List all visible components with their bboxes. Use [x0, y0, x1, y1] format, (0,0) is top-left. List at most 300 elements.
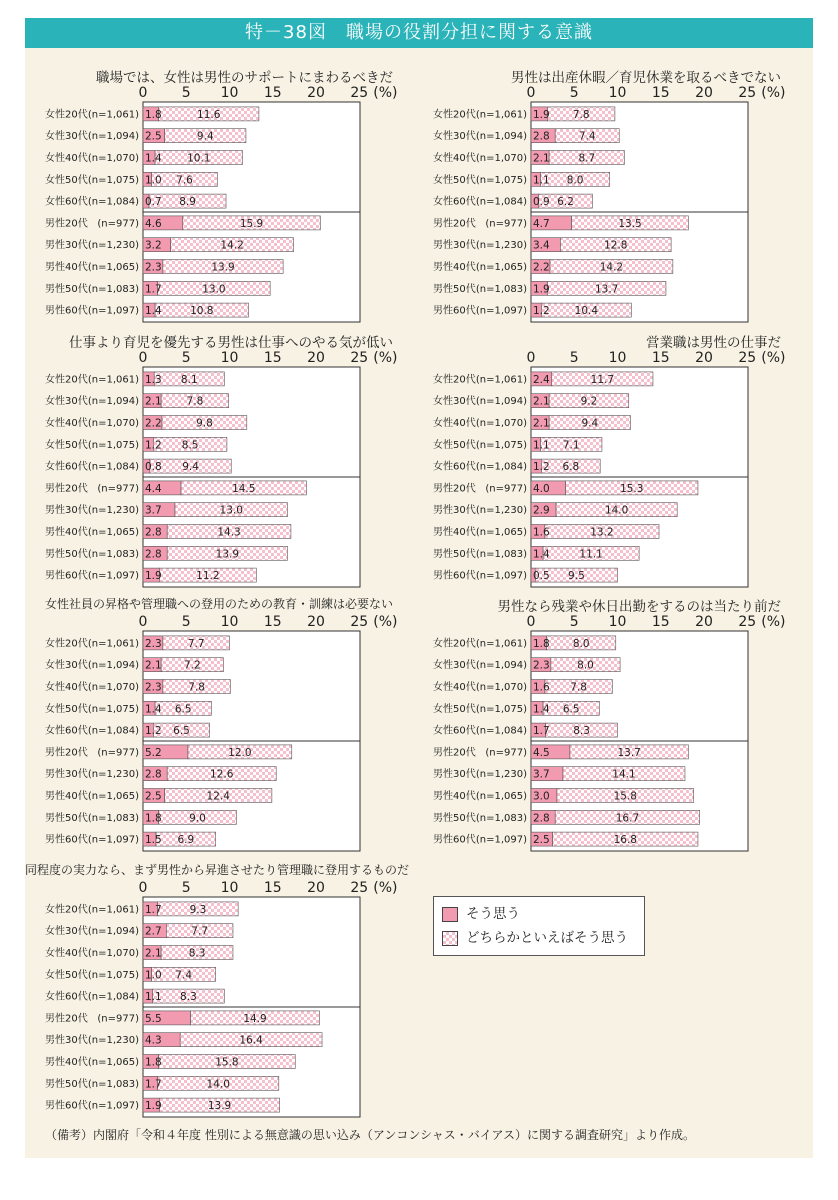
value-label-somewhat: 9.8 — [196, 417, 213, 430]
value-label-somewhat: 9.4 — [182, 461, 199, 474]
row-label: 男性40代 — [433, 262, 476, 273]
chart-svg — [25, 595, 405, 857]
chart-title: 男性なら残業や休日出勤をするのは当たり前だ — [497, 599, 781, 615]
chart-svg — [25, 861, 410, 1123]
x-unit-label: (%) — [373, 85, 398, 101]
row-label: 男性30代 — [45, 1035, 88, 1047]
row-n-label: (n=1,065) — [87, 527, 139, 538]
x-tick-label: 20 — [307, 85, 325, 101]
row-label: 女性60代 — [433, 461, 476, 473]
x-tick-label: 15 — [263, 350, 282, 366]
x-tick-label: 10 — [220, 85, 239, 101]
chart-panel-5 — [25, 595, 405, 855]
x-tick-label: 5 — [181, 880, 191, 896]
row-n-label: (n=977) — [97, 483, 139, 495]
value-label-agree: 1.9 — [533, 108, 550, 121]
value-label-agree: 2.1 — [533, 395, 550, 408]
value-label-somewhat: 14.2 — [220, 239, 244, 252]
value-label-agree: 1.0 — [145, 969, 162, 982]
row-label: 女性50代 — [45, 439, 88, 451]
value-label-somewhat: 9.2 — [580, 395, 598, 408]
value-label-agree: 2.8 — [533, 130, 550, 143]
row-n-label: (n=1,075) — [475, 439, 527, 451]
x-tick-label: 20 — [307, 350, 325, 366]
row-n-label: (n=977) — [97, 747, 139, 759]
value-label-somewhat: 16.7 — [615, 812, 640, 825]
row-n-label: (n=977) — [485, 483, 527, 495]
x-tick-label: 15 — [651, 614, 670, 630]
row-label: 男性50代 — [433, 283, 476, 295]
value-label-agree: 3.0 — [533, 790, 550, 803]
value-label-agree: 2.1 — [533, 152, 550, 165]
value-label-agree: 4.0 — [533, 482, 550, 495]
x-tick-label: 25 — [350, 350, 369, 366]
row-label: 女性20代 — [433, 374, 476, 386]
row-n-label: (n=1,084) — [87, 461, 139, 473]
row-n-label: (n=1,061) — [87, 109, 139, 121]
value-label-agree: 1.2 — [145, 725, 162, 738]
value-label-agree: 2.1 — [533, 417, 550, 430]
row-label: 男性50代 — [433, 548, 476, 560]
value-label-agree: 1.4 — [145, 703, 162, 716]
x-tick-label: 10 — [220, 614, 239, 630]
chart-panel-4 — [413, 331, 793, 591]
value-label-agree: 2.2 — [145, 417, 162, 430]
value-label-somewhat: 11.6 — [197, 108, 221, 121]
value-label-somewhat: 13.7 — [617, 746, 641, 759]
value-label-agree: 1.1 — [145, 991, 162, 1004]
row-n-label: (n=977) — [97, 218, 139, 230]
x-tick-label: 25 — [738, 614, 757, 630]
value-label-somewhat: 11.7 — [590, 373, 615, 386]
value-label-agree: 2.3 — [145, 261, 162, 274]
row-n-label: (n=977) — [485, 747, 527, 759]
row-label: 女性60代 — [45, 461, 88, 473]
row-n-label: (n=1,097) — [475, 834, 527, 846]
x-tick-label: 25 — [350, 880, 369, 896]
value-label-somewhat: 6.5 — [562, 703, 580, 716]
row-label: 男性20代 — [433, 218, 476, 230]
x-tick-label: 20 — [695, 350, 713, 366]
value-label-agree: 0.9 — [533, 196, 550, 209]
value-label-somewhat: 9.4 — [581, 417, 599, 430]
x-tick-label: 5 — [569, 85, 579, 101]
row-n-label: (n=1,097) — [87, 1100, 139, 1112]
value-label-agree: 1.3 — [145, 373, 162, 386]
value-label-somewhat: 9.3 — [189, 903, 207, 916]
row-n-label: (n=1,084) — [87, 196, 139, 208]
value-label-agree: 2.3 — [533, 659, 550, 672]
row-label: 男性40代 — [433, 791, 476, 802]
row-label: 男性60代 — [45, 305, 88, 317]
value-label-agree: 2.3 — [145, 681, 162, 694]
value-label-somewhat: 7.7 — [191, 925, 209, 938]
row-n-label: (n=1,065) — [87, 1057, 139, 1068]
x-unit-label: (%) — [373, 614, 398, 630]
x-tick-label: 5 — [569, 614, 579, 630]
row-label: 女性60代 — [45, 196, 88, 208]
row-label: 男性40代 — [45, 791, 88, 802]
row-label: 男性20代 — [45, 218, 88, 230]
value-label-agree: 2.5 — [145, 790, 162, 803]
value-label-agree: 1.9 — [145, 1100, 162, 1113]
row-label: 女性60代 — [45, 725, 88, 737]
chart-svg — [413, 66, 793, 328]
x-tick-label: 0 — [138, 85, 148, 101]
x-tick-label: 0 — [138, 880, 148, 896]
value-label-agree: 2.3 — [145, 637, 162, 650]
row-n-label: (n=1,070) — [475, 418, 527, 429]
value-label-somewhat: 14.3 — [217, 526, 241, 539]
row-label: 女性30代 — [433, 660, 476, 672]
row-label: 女性60代 — [45, 991, 88, 1003]
row-label: 女性60代 — [433, 196, 476, 208]
row-label: 男性60代 — [45, 834, 88, 846]
row-n-label: (n=1,070) — [87, 682, 139, 693]
x-tick-label: 10 — [220, 350, 239, 366]
value-label-agree: 2.5 — [533, 834, 550, 847]
row-n-label: (n=1,061) — [475, 638, 527, 650]
value-label-agree: 1.8 — [145, 812, 162, 825]
value-label-somewhat: 13.2 — [590, 526, 614, 539]
value-label-somewhat: 13.7 — [594, 283, 619, 296]
row-n-label: (n=1,083) — [475, 812, 527, 824]
chart-panel-3 — [25, 331, 405, 591]
figure-page — [25, 18, 813, 1158]
value-label-somewhat: 10.8 — [190, 305, 214, 318]
row-n-label: (n=1,094) — [475, 660, 527, 672]
legend-item-somewhat — [442, 928, 628, 948]
row-label: 男性40代 — [45, 1057, 88, 1068]
row-n-label: (n=1,097) — [475, 570, 527, 582]
x-tick-label: 25 — [350, 614, 369, 630]
x-tick-label: 15 — [263, 880, 282, 896]
value-label-somewhat: 6.8 — [562, 461, 580, 474]
figure-title: 特－38図 職場の役割分担に関する意識 — [25, 18, 813, 48]
row-n-label: (n=1,083) — [87, 1078, 139, 1090]
value-label-somewhat: 7.2 — [183, 659, 201, 672]
value-label-agree: 5.5 — [145, 1012, 162, 1025]
x-tick-label: 20 — [307, 614, 325, 630]
value-label-somewhat: 14.0 — [604, 504, 629, 517]
value-label-agree: 2.7 — [145, 925, 162, 938]
row-label: 男性30代 — [433, 769, 476, 781]
value-label-somewhat: 14.2 — [599, 261, 624, 274]
row-label: 女性40代 — [433, 418, 476, 429]
value-label-agree: 3.4 — [533, 239, 550, 252]
row-label: 女性40代 — [45, 418, 88, 429]
row-n-label: (n=1,075) — [87, 703, 139, 715]
row-n-label: (n=1,230) — [87, 505, 139, 517]
row-n-label: (n=1,083) — [87, 812, 139, 824]
chart-title: 仕事より育児を優先する男性は仕事へのやる気が低い — [69, 335, 393, 351]
row-n-label: (n=1,075) — [475, 703, 527, 715]
row-n-label: (n=1,094) — [87, 396, 139, 408]
value-label-agree: 2.9 — [533, 504, 550, 517]
value-label-somewhat: 8.3 — [180, 991, 197, 1004]
value-label-agree: 0.5 — [533, 570, 550, 583]
value-label-somewhat: 14.5 — [232, 482, 256, 495]
row-n-label: (n=1,097) — [87, 305, 139, 317]
value-label-agree: 2.1 — [145, 395, 162, 408]
row-label: 男性60代 — [45, 570, 88, 582]
value-label-somewhat: 16.8 — [613, 834, 637, 847]
row-label: 女性40代 — [433, 682, 476, 693]
x-tick-label: 25 — [738, 85, 757, 101]
row-label: 男性20代 — [45, 483, 88, 495]
value-label-somewhat: 8.1 — [180, 373, 198, 386]
row-n-label: (n=1,094) — [475, 131, 527, 143]
x-tick-label: 25 — [738, 350, 757, 366]
value-label-agree: 2.4 — [533, 373, 550, 386]
value-label-somewhat: 10.1 — [187, 152, 211, 165]
row-label: 男性20代 — [433, 483, 476, 495]
chart-title: 男性は出産休暇／育児休業を取るべきでない — [511, 70, 781, 86]
row-n-label: (n=1,075) — [87, 439, 139, 451]
x-tick-label: 10 — [608, 614, 627, 630]
value-label-agree: 1.9 — [145, 570, 162, 583]
value-label-agree: 1.4 — [533, 548, 550, 561]
row-n-label: (n=1,230) — [87, 769, 139, 781]
value-label-somewhat: 16.4 — [239, 1034, 263, 1047]
value-label-agree: 2.8 — [145, 548, 162, 561]
legend-swatch-somewhat — [442, 931, 458, 946]
row-label: 男性30代 — [45, 769, 88, 781]
x-unit-label: (%) — [373, 350, 398, 366]
value-label-agree: 1.8 — [145, 1056, 162, 1069]
value-label-somewhat: 8.3 — [188, 947, 206, 960]
row-n-label: (n=1,094) — [87, 131, 139, 143]
value-label-somewhat: 6.5 — [174, 703, 192, 716]
value-label-somewhat: 6.5 — [173, 725, 190, 738]
row-label: 男性60代 — [45, 1100, 88, 1112]
row-label: 女性20代 — [45, 638, 88, 650]
row-n-label: (n=1,084) — [475, 461, 527, 473]
x-tick-label: 5 — [181, 350, 191, 366]
chart-panel-7 — [25, 861, 410, 1121]
row-n-label: (n=1,061) — [475, 109, 527, 121]
row-label: 男性50代 — [45, 283, 88, 295]
row-n-label: (n=1,084) — [475, 725, 527, 737]
row-n-label: (n=1,094) — [87, 660, 139, 672]
value-label-agree: 1.4 — [145, 152, 162, 165]
value-label-agree: 2.5 — [145, 130, 162, 143]
row-label: 女性40代 — [45, 153, 88, 164]
row-label: 女性30代 — [45, 131, 88, 143]
row-label: 女性40代 — [433, 153, 476, 164]
row-n-label: (n=1,070) — [475, 153, 527, 164]
value-label-somewhat: 8.3 — [573, 725, 590, 738]
x-tick-label: 15 — [263, 85, 282, 101]
value-label-somewhat: 13.0 — [202, 283, 226, 296]
legend-swatch-agree — [442, 907, 458, 922]
value-label-somewhat: 6.2 — [557, 196, 574, 209]
x-unit-label: (%) — [761, 85, 786, 101]
value-label-somewhat: 13.0 — [219, 504, 243, 517]
value-label-agree: 1.6 — [533, 681, 550, 694]
row-n-label: (n=1,083) — [87, 548, 139, 560]
row-n-label: (n=1,075) — [87, 174, 139, 186]
x-tick-label: 0 — [138, 614, 148, 630]
row-n-label: (n=1,230) — [87, 240, 139, 252]
row-n-label: (n=1,097) — [87, 570, 139, 582]
row-label: 男性50代 — [433, 812, 476, 824]
row-n-label: (n=1,230) — [87, 1035, 139, 1047]
value-label-somewhat: 8.5 — [181, 439, 199, 452]
value-label-agree: 3.7 — [533, 768, 550, 781]
row-label: 男性40代 — [45, 262, 88, 273]
row-label: 男性20代 — [45, 747, 88, 759]
row-label: 女性30代 — [433, 396, 476, 408]
row-label: 女性60代 — [433, 725, 476, 737]
row-n-label: (n=1,065) — [87, 262, 139, 273]
value-label-agree: 5.2 — [145, 746, 162, 759]
value-label-agree: 3.7 — [145, 504, 162, 517]
x-tick-label: 5 — [569, 350, 579, 366]
legend-label-agree: そう思う — [466, 906, 520, 922]
x-tick-label: 0 — [526, 614, 536, 630]
row-label: 女性40代 — [45, 948, 88, 959]
value-label-somewhat: 9.0 — [189, 812, 206, 825]
row-label: 女性30代 — [45, 660, 88, 672]
x-tick-label: 10 — [608, 350, 627, 366]
value-label-agree: 1.8 — [145, 108, 162, 121]
x-tick-label: 0 — [138, 350, 148, 366]
row-label: 女性50代 — [45, 969, 88, 981]
value-label-agree: 4.7 — [533, 217, 550, 230]
row-n-label: (n=1,070) — [475, 682, 527, 693]
value-label-agree: 2.8 — [145, 768, 162, 781]
value-label-somewhat: 14.1 — [612, 768, 636, 781]
row-label: 女性20代 — [45, 109, 88, 121]
row-label: 女性30代 — [433, 131, 476, 143]
row-label: 男性50代 — [45, 812, 88, 824]
row-label: 男性60代 — [433, 570, 476, 582]
row-n-label: (n=1,084) — [87, 991, 139, 1003]
legend — [433, 896, 645, 956]
row-n-label: (n=977) — [485, 218, 527, 230]
row-label: 男性60代 — [433, 834, 476, 846]
value-label-somewhat: 12.8 — [604, 239, 628, 252]
row-label: 男性30代 — [45, 240, 88, 252]
row-n-label: (n=1,083) — [475, 283, 527, 295]
value-label-somewhat: 7.6 — [176, 174, 193, 187]
row-label: 女性20代 — [45, 904, 88, 916]
x-tick-label: 10 — [220, 880, 239, 896]
row-n-label: (n=1,094) — [475, 396, 527, 408]
value-label-agree: 1.8 — [533, 637, 550, 650]
value-label-agree: 1.7 — [533, 725, 550, 738]
value-label-somewhat: 7.1 — [562, 439, 580, 452]
value-label-somewhat: 9.4 — [196, 130, 214, 143]
row-n-label: (n=1,230) — [475, 505, 527, 517]
chart-svg — [413, 331, 793, 593]
value-label-somewhat: 11.1 — [579, 548, 603, 561]
value-label-agree: 3.2 — [145, 239, 162, 252]
row-n-label: (n=977) — [97, 1013, 139, 1025]
value-label-somewhat: 15.9 — [239, 217, 264, 230]
value-label-agree: 1.2 — [145, 439, 162, 452]
value-label-somewhat: 7.4 — [578, 130, 596, 143]
row-label: 男性40代 — [433, 527, 476, 538]
value-label-agree: 1.2 — [533, 461, 550, 474]
value-label-agree: 1.6 — [533, 526, 550, 539]
x-tick-label: 20 — [307, 880, 325, 896]
x-tick-label: 15 — [651, 350, 670, 366]
value-label-somewhat: 13.5 — [618, 217, 642, 230]
value-label-somewhat: 9.5 — [568, 570, 585, 583]
row-label: 女性40代 — [45, 682, 88, 693]
row-label: 男性30代 — [433, 240, 476, 252]
value-label-somewhat: 14.9 — [243, 1012, 267, 1025]
chart-panel-1 — [25, 66, 405, 326]
value-label-agree: 4.6 — [145, 217, 162, 230]
value-label-somewhat: 8.0 — [566, 174, 584, 187]
value-label-agree: 2.8 — [533, 812, 550, 825]
value-label-somewhat: 7.7 — [187, 637, 205, 650]
value-label-agree: 1.1 — [533, 439, 550, 452]
row-label: 男性30代 — [45, 505, 88, 517]
row-label: 男性50代 — [45, 1078, 88, 1090]
value-label-agree: 1.4 — [533, 703, 550, 716]
value-label-somewhat: 7.8 — [570, 681, 587, 694]
chart-svg — [25, 331, 405, 593]
chart-svg — [25, 66, 405, 328]
x-tick-label: 0 — [526, 350, 536, 366]
value-label-somewhat: 7.4 — [175, 969, 193, 982]
row-n-label: (n=1,094) — [87, 926, 139, 938]
x-unit-label: (%) — [761, 350, 786, 366]
value-label-agree: 4.3 — [145, 1034, 162, 1047]
row-label: 女性20代 — [45, 374, 88, 386]
value-label-agree: 1.9 — [533, 283, 550, 296]
row-n-label: (n=1,084) — [87, 725, 139, 737]
value-label-agree: 1.4 — [145, 305, 162, 318]
row-n-label: (n=1,065) — [475, 262, 527, 273]
value-label-somewhat: 7.8 — [186, 395, 204, 408]
value-label-somewhat: 10.4 — [574, 305, 599, 318]
source-note: （備考）内閣府「令和４年度 性別による無意識の思い込み（アンコンシャス・バイアス）に関する調査研究」より作成。 — [45, 1128, 695, 1142]
row-label: 女性20代 — [433, 109, 476, 121]
value-label-agree: 1.0 — [145, 174, 162, 187]
row-n-label: (n=1,083) — [475, 548, 527, 560]
row-n-label: (n=1,230) — [475, 769, 527, 781]
value-label-agree: 1.7 — [145, 283, 162, 296]
value-label-somewhat: 7.8 — [188, 681, 205, 694]
chart-title: 営業職は男性の仕事だ — [646, 335, 781, 351]
value-label-somewhat: 8.0 — [572, 637, 590, 650]
value-label-agree: 2.1 — [145, 947, 162, 960]
chart-panel-6 — [413, 595, 793, 855]
row-label: 女性50代 — [433, 174, 476, 186]
value-label-agree: 1.7 — [145, 903, 162, 916]
row-label: 男性30代 — [433, 505, 476, 517]
legend-item-agree — [442, 904, 520, 924]
value-label-somewhat: 15.8 — [215, 1056, 239, 1069]
row-n-label: (n=1,070) — [87, 418, 139, 429]
row-label: 男性20代 — [45, 1013, 88, 1025]
chart-panel-2 — [413, 66, 793, 326]
row-n-label: (n=1,061) — [87, 904, 139, 916]
x-tick-label: 5 — [181, 85, 191, 101]
x-tick-label: 15 — [651, 85, 670, 101]
row-label: 女性30代 — [45, 926, 88, 938]
value-label-agree: 4.5 — [533, 746, 550, 759]
value-label-somewhat: 14.0 — [206, 1078, 230, 1091]
row-label: 男性60代 — [433, 305, 476, 317]
x-tick-label: 25 — [350, 85, 369, 101]
value-label-somewhat: 8.7 — [578, 152, 596, 165]
